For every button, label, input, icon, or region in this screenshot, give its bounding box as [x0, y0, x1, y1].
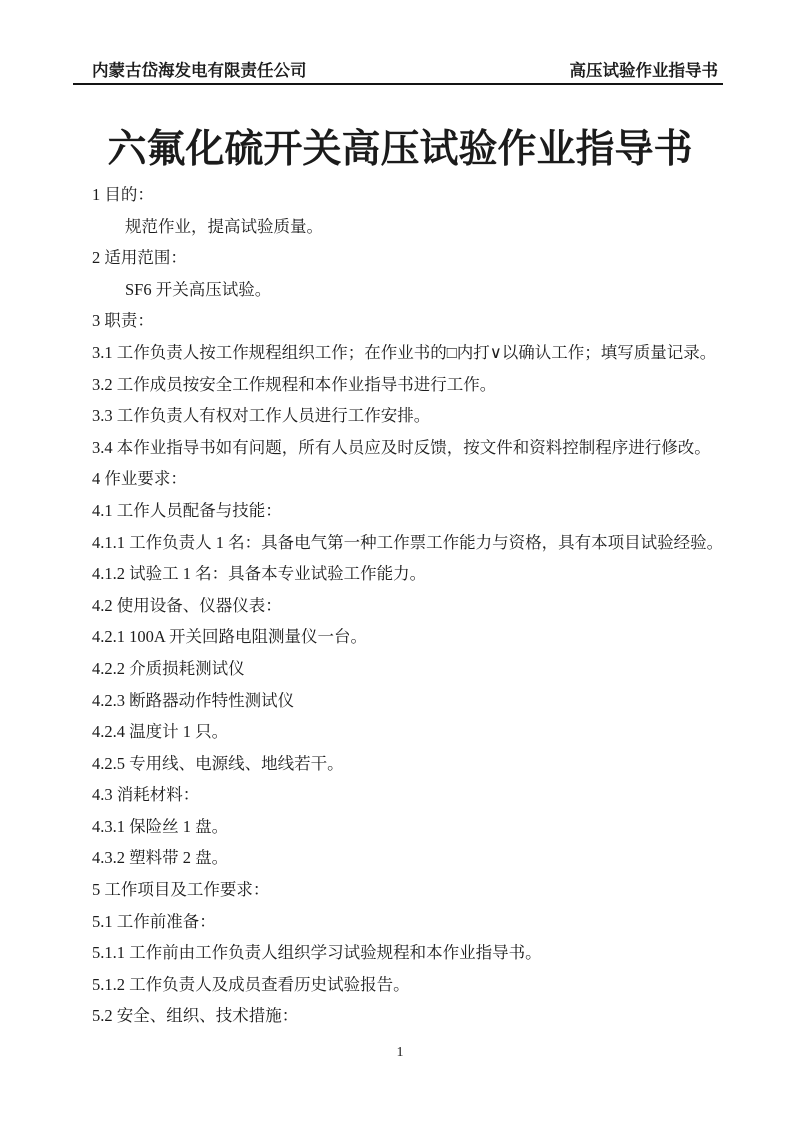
- document-title: 六氟化硫开关高压试验作业指导书: [107, 128, 693, 171]
- document-line: 4.3.1 保险丝 1 盘。: [92, 816, 229, 836]
- document-line: 4.1.2 试验工 1 名：具备本专业试验工作能力。: [92, 564, 427, 584]
- document-line: 4 作业要求：: [92, 469, 187, 489]
- document-line: 5.1 工作前准备：: [92, 911, 216, 931]
- document-line: 5 工作项目及工作要求：: [92, 880, 270, 900]
- document-line: 3.1 工作负责人按工作规程组织工作；在作业书的□内打∨以确认工作；填写质量记录。: [92, 342, 717, 362]
- document-line: 4.2.3 断路器动作特性测试仪: [92, 690, 295, 710]
- document-line: 4.2.5 专用线、电源线、地线若干。: [92, 753, 344, 773]
- document-line: 4.2.1 100A 开关回路电阻测量仪一台。: [92, 627, 368, 647]
- document-line: 3.3 工作负责人有权对工作人员进行工作安排。: [92, 406, 431, 426]
- document-body: [92, 179, 737, 1032]
- document-line: 4.3.2 塑料带 2 盘。: [92, 848, 229, 868]
- document-line: 5.1.1 工作前由工作负责人组织学习试验规程和本作业指导书。: [92, 943, 542, 963]
- document-line: 5.1.2 工作负责人及成员查看历史试验报告。: [92, 974, 410, 994]
- document-line: 4.2.2 介质损耗测试仪: [92, 658, 245, 678]
- document-line: 规范作业，提高试验质量。: [125, 216, 323, 236]
- document-line: 1 目的：: [92, 185, 154, 204]
- header-doc-type: 高压试验作业指导书: [569, 61, 718, 80]
- document-line: 3.4 本作业指导书如有问题，所有人员应及时反馈，按文件和资料控制程序进行修改。: [92, 437, 711, 457]
- document-line: 4.2.4 温度计 1 只。: [92, 722, 229, 742]
- document-line: 4.3 消耗材料：: [92, 785, 200, 805]
- document-line: 5.2 安全、组织、技术措施：: [92, 1006, 299, 1026]
- document-line: 2 适用范围：: [92, 248, 187, 268]
- document-line: 4.2 使用设备、仪器仪表：: [92, 595, 282, 615]
- document-line: 3.2 工作成员按安全工作规程和本作业指导书进行工作。: [92, 374, 497, 394]
- document-line: 4.1 工作人员配备与技能：: [92, 500, 282, 520]
- page-number: 1: [396, 1045, 404, 1060]
- header-company-name: 内蒙古岱海发电有限责任公司: [92, 61, 307, 80]
- document-line: 3 职责：: [92, 311, 154, 331]
- document-line: SF6 开关高压试验。: [125, 279, 272, 299]
- document-line: 4.1.1 工作负责人 1 名：具备电气第一种工作票工作能力与资格，具有本项目试验经验。: [92, 532, 724, 552]
- header-rule: [73, 83, 723, 85]
- page-header: [92, 57, 718, 81]
